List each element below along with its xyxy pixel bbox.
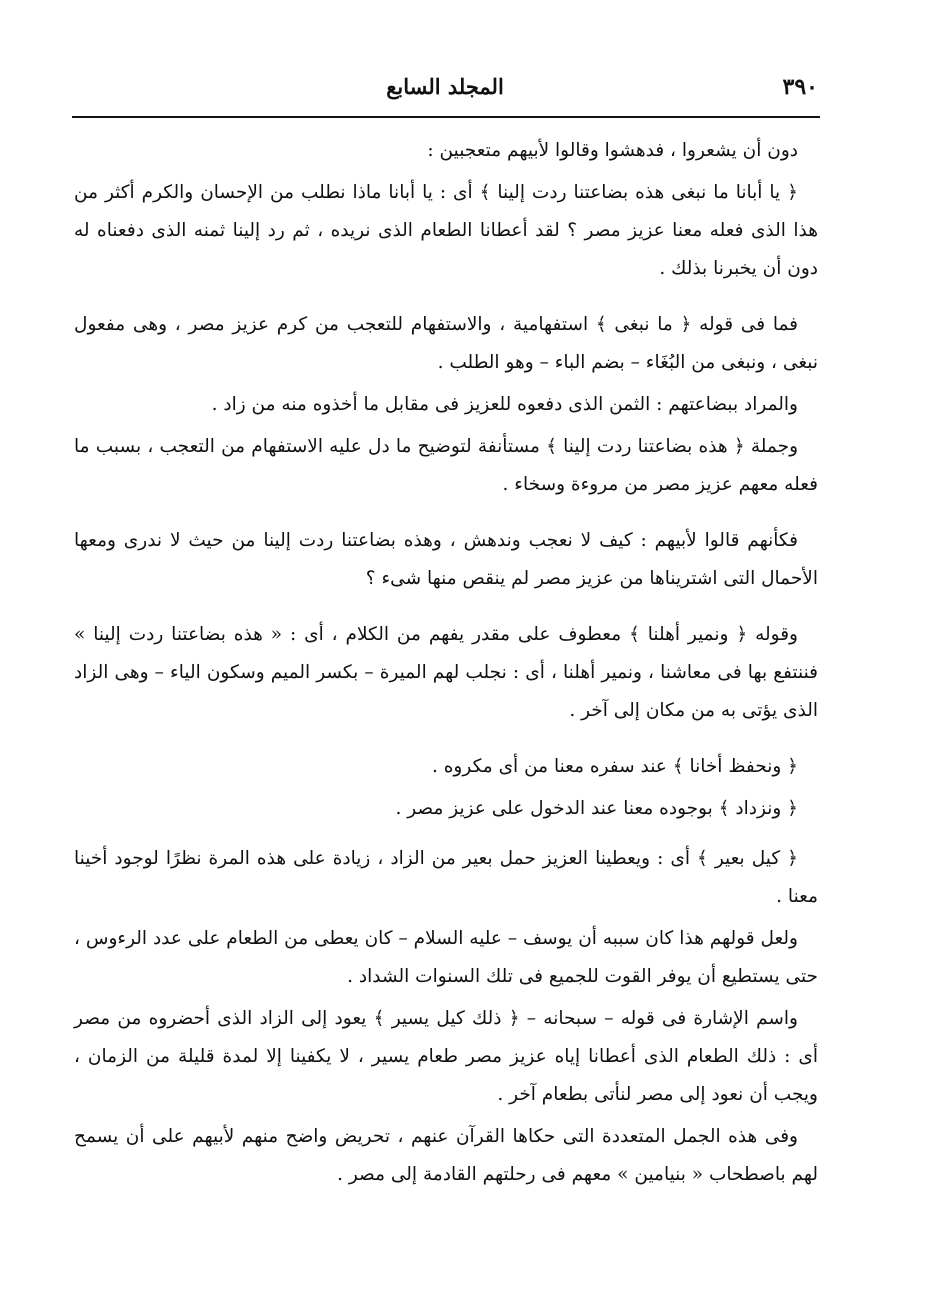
paragraph: وقوله ﴿ ونمير أهلنا ﴾ معطوف على مقدر يفهم من الكلام ، أى : « هذه بضاعتنا ردت إلينا » فننتفع بها فى معاشنا ، ونمير أهلنا ، أى : نجلب لهم الميرة – بكسر الميم وسكون الياء – وهى الزاد الذى يؤتى به من مكان إلى آخر . <box>74 624 818 721</box>
page-number: ٣٩٠ <box>782 74 818 100</box>
paragraph: فما فى قوله ﴿ ما نبغى ﴾ استفهامية ، والاستفهام للتعجب من كرم عزيز مصر ، وهى مفعول نبغى ، ونبغى من البُغَاء – بضم الباء – وهو الطلب . <box>74 314 818 373</box>
paragraph: ﴿ كيل بعير ﴾ أى : ويعطينا العزيز حمل بعير من الزاد ، زيادة على هذه المرة نظرًا لوجود أخينا معنا . <box>74 848 818 907</box>
page-header <box>72 68 818 112</box>
paragraph: ﴿ ونحفظ أخانا ﴾ عند سفره معنا من أى مكروه . <box>431 756 798 777</box>
paragraph: ﴿ يا أبانا ما نبغى هذه بضاعتنا ردت إلينا ﴾ أى : يا أبانا ماذا نطلب من الإحسان والكرم أكثر من هذا الذى فعله معنا عزيز مصر ؟ لقد أعطانا الطعام الذى نريده ، ثم رد إلينا ثمنه الذى دفعناه له دون أن يخبرنا بذلك . <box>74 182 818 279</box>
paragraph: وجملة ﴿ هذه بضاعتنا ردت إلينا ﴾ مستأنفة لتوضيح ما دل عليه الاستفهام من التعجب ، بسبب ما فعله معهم عزيز مصر من مروءة وسخاء . <box>74 436 818 495</box>
paragraph: وفى هذه الجمل المتعددة التى حكاها القرآن عنهم ، تحريض واضح منهم لأبيهم على أن يسمح لهم باصطحاب « بنيامين » معهم فى رحلتهم القادمة إلى مصر . <box>74 1126 818 1185</box>
page-body <box>74 132 818 1194</box>
paragraph: ﴿ ونزداد ﴾ بوجوده معنا عند الدخول على عزيز مصر . <box>395 798 798 819</box>
paragraph: والمراد ببضاعتهم : الثمن الذى دفعوه للعزيز فى مقابل ما أخذوه منه من زاد . <box>211 394 798 415</box>
paragraph: واسم الإشارة فى قوله – سبحانه – ﴿ ذلك كيل يسير ﴾ يعود إلى الزاد الذى أحضروه من مصر أى : ذلك الطعام الذى أعطانا إياه عزيز مصر طعام يسير ، لا يكفينا إلا لمدة قليلة من الزمان ، ويجب أن نعود إلى مصر لنأتى بطعام آخر . <box>74 1008 818 1105</box>
paragraph: ولعل قولهم هذا كان سببه أن يوسف – عليه السلام – كان يعطى من الطعام على عدد الرءوس ، حتى يستطيع أن يوفر القوت للجميع فى تلك السنوات الشداد . <box>74 928 818 987</box>
paragraph: فكأنهم قالوا لأبيهم : كيف لا نعجب وندهش ، وهذه بضاعتنا ردت إلينا من حيث لا ندرى ومعها الأحمال التى اشتريناها من عزيز مصر لم ينقص منها شىء ؟ <box>74 530 818 589</box>
running-head-title: المجلد السابع <box>386 74 504 99</box>
paragraph: دون أن يشعروا ، فدهشوا وقالوا لأبيهم متعجبين : <box>427 140 798 161</box>
header-divider <box>72 116 820 118</box>
